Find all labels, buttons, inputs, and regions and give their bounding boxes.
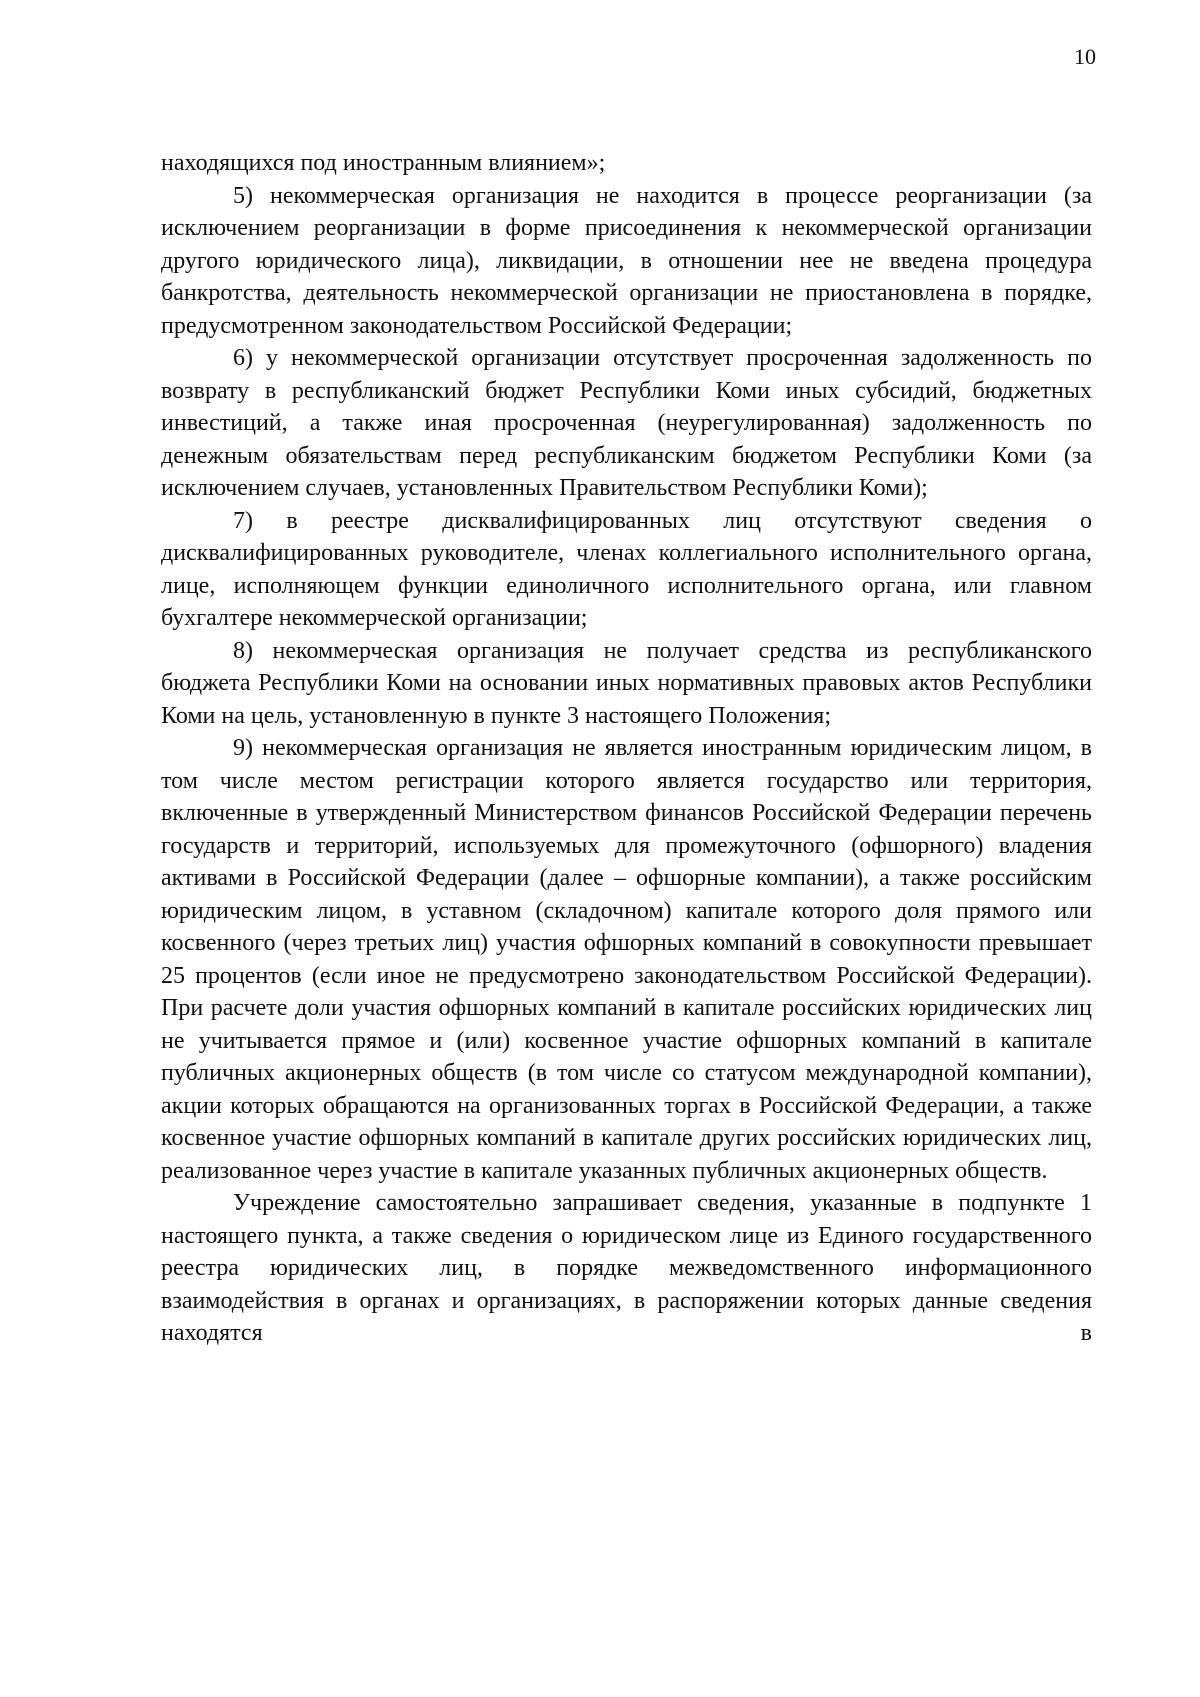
paragraph-institution-requests: Учреждение самостоятельно запрашивает сведения, указанные в подпункте 1 настоящего пункта, а также сведения о юридическом лице из Единого государственного реестра юридических лиц, в порядке межведомственного информационного взаимодействия в органах и организациях, в распоряжении которых данные сведения находятся в — [161, 1190, 1092, 1346]
paragraph-item-7: 7) в реестре дисквалифицированных лиц отсутствуют сведения о дисквалифицированных руководителе, членах коллегиального исполнительного органа, лице, исполняющем функции единоличного исполнительного органа, или главном бухгалтере некоммерческой организации; — [161, 507, 1092, 631]
paragraph-item-8: 8) некоммерческая организация не получает средства из республиканского бюджета Республики Коми на основании иных нормативных правовых актов Республики Коми на цель, установленную в пункте 3 настоящего Положения; — [161, 637, 1092, 729]
paragraph-item-6: 6) у некоммерческой организации отсутствует просроченная задолженность по возврату в республиканский бюджет Республики Коми иных субсидий, бюджетных инвестиций, а также иная просроченная (неурегулированная) задолженность по денежным обязательствам перед республиканским бюджетом Республики Коми (за исключением случаев, установленных Правительством Республики Коми); — [161, 345, 1092, 501]
paragraph-item-9: 9) некоммерческая организация не является иностранным юридическим лицом, в том числе местом регистрации которого является государство или территория, включенные в утвержденный Министерством финансов Российской Федерации перечень государств и территорий, используемых для промежуточного (офшорного) владения активами в Российской Федерации (далее – офшорные компании), а также российским юридическим лицом, в уставном (складочном) капитале которого доля прямого или косвенного (через третьих лиц) участия офшорных компаний в совокупности превышает 25 процентов (если иное не предусмотрено законодательством Российской Федерации). При расчете доли участия офшорных компаний в капитале российских юридических лиц не учитывается прямое и (или) косвенное участие офшорных компаний в капитале публичных акционерных обществ (в том числе со статусом международной компании), акции которых обращаются на организованных торгах в Российской Федерации, а также косвенное участие офшорных компаний в капитале других российских юридических лиц, реализованное через участие в капитале указанных публичных акционерных обществ. — [161, 735, 1092, 1184]
page-number: 10 — [1074, 44, 1096, 69]
paragraph-continuation: находящихся под иностранным влиянием»; — [161, 150, 606, 176]
document-body — [161, 147, 1092, 1350]
paragraph-item-5: 5) некоммерческая организация не находится в процессе реорганизации (за исключением реорганизации в форме присоединения к некоммерческой организации другого юридического лица), ликвидации, в отношении нее не введена процедура банкротства, деятельность некоммерческой организации не приостановлена в порядке, предусмотренном законодательством Российской Федерации; — [161, 182, 1092, 339]
